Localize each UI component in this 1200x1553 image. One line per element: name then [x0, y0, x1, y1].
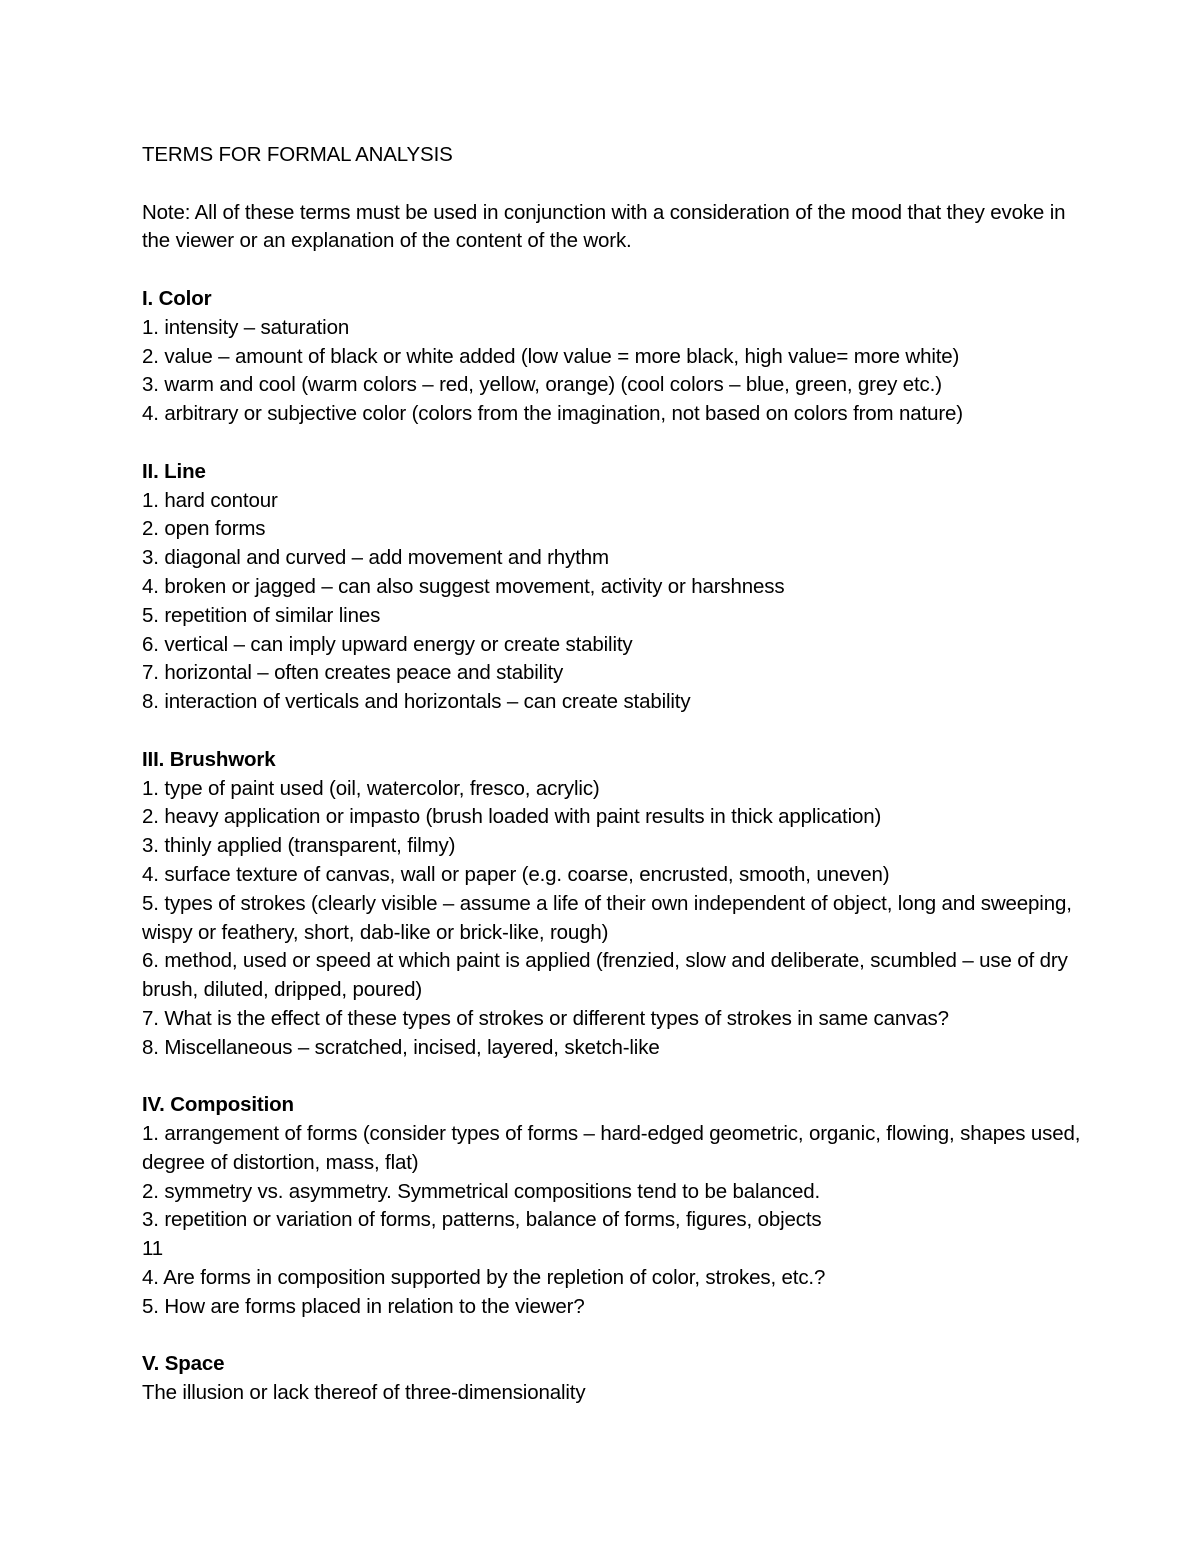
section-heading: II. Line	[142, 459, 206, 483]
list-item: 8. Miscellaneous – scratched, incised, layered, sketch-like	[142, 1035, 660, 1059]
list-item: 5. repetition of similar lines	[142, 603, 381, 627]
spacer	[142, 429, 1082, 458]
list-item: 2. heavy application or impasto (brush loaded with paint results in thick application)	[142, 805, 882, 829]
section-heading: III. Brushwork	[142, 747, 276, 771]
list-item: 7. What is the effect of these types of strokes or different types of strokes in same canvas?	[142, 1006, 949, 1030]
list-item: The illusion or lack thereof of three-dimensionality	[142, 1381, 586, 1405]
list-item: 5. How are forms placed in relation to the viewer?	[142, 1294, 585, 1318]
section-heading: V. Space	[142, 1352, 225, 1376]
list-item: 4. surface texture of canvas, wall or paper (e.g. coarse, encrusted, smooth, uneven)	[142, 862, 890, 886]
list-item: 1. intensity – saturation	[142, 315, 350, 339]
section-space	[142, 1350, 1082, 1408]
list-item: 3. thinly applied (transparent, filmy)	[142, 834, 456, 858]
section-color	[142, 285, 1082, 429]
document-note: Note: All of these terms must be used in conjunction with a consideration of the mood that they evoke in the viewer or an explanation of the content of the work.	[142, 200, 1071, 253]
section-brushwork	[142, 746, 1082, 1063]
list-item: 2. symmetry vs. asymmetry. Symmetrical compositions tend to be balanced.	[142, 1179, 821, 1203]
section-line	[142, 458, 1082, 717]
list-item: 1. type of paint used (oil, watercolor, fresco, acrylic)	[142, 776, 600, 800]
list-item: 2. value – amount of black or white added (low value = more black, high value= more white)	[142, 344, 960, 368]
list-item: 11	[142, 1237, 163, 1261]
spacer	[142, 1063, 1082, 1092]
list-item: 3. repetition or variation of forms, patterns, balance of forms, figures, objects	[142, 1208, 822, 1232]
list-item: 6. vertical – can imply upward energy or create stability	[142, 632, 633, 656]
spacer	[142, 170, 1082, 199]
list-item: 4. broken or jagged – can also suggest movement, activity or harshness	[142, 574, 785, 598]
list-item: 2. open forms	[142, 517, 266, 541]
list-item: 1. arrangement of forms (consider types of forms – hard-edged geometric, organic, flowing, shapes used, degree of distortion, mass, flat)	[142, 1122, 1086, 1174]
section-heading: IV. Composition	[142, 1093, 294, 1117]
list-item: 4. Are forms in composition supported by the repletion of color, strokes, etc.?	[142, 1266, 826, 1290]
list-item: 3. diagonal and curved – add movement and rhythm	[142, 546, 609, 570]
list-item: 8. interaction of verticals and horizontals – can create stability	[142, 690, 691, 714]
document-body	[142, 141, 1086, 1408]
spacer	[142, 717, 1082, 746]
spacer	[142, 256, 1082, 285]
spacer	[142, 1322, 1082, 1351]
list-item: 6. method, used or speed at which paint is applied (frenzied, slow and deliberate, scumbled – use of dry brush, diluted, dripped, poured)	[142, 949, 1074, 1002]
section-composition	[142, 1091, 1086, 1321]
list-item: 7. horizontal – often creates peace and stability	[142, 661, 564, 685]
list-item: 4. arbitrary or subjective color (colors from the imagination, not based on colors from nature)	[142, 402, 963, 426]
list-item: 1. hard contour	[142, 488, 278, 512]
document-title: TERMS FOR FORMAL ANALYSIS	[142, 143, 453, 166]
section-heading: I. Color	[142, 286, 212, 310]
list-item: 5. types of strokes (clearly visible – assume a life of their own independent of object, long and sweeping, wispy or feathery, short, dab-like or brick-like, rough)	[142, 891, 1078, 944]
list-item: 3. warm and cool (warm colors – red, yellow, orange) (cool colors – blue, green, grey etc.)	[142, 373, 942, 397]
